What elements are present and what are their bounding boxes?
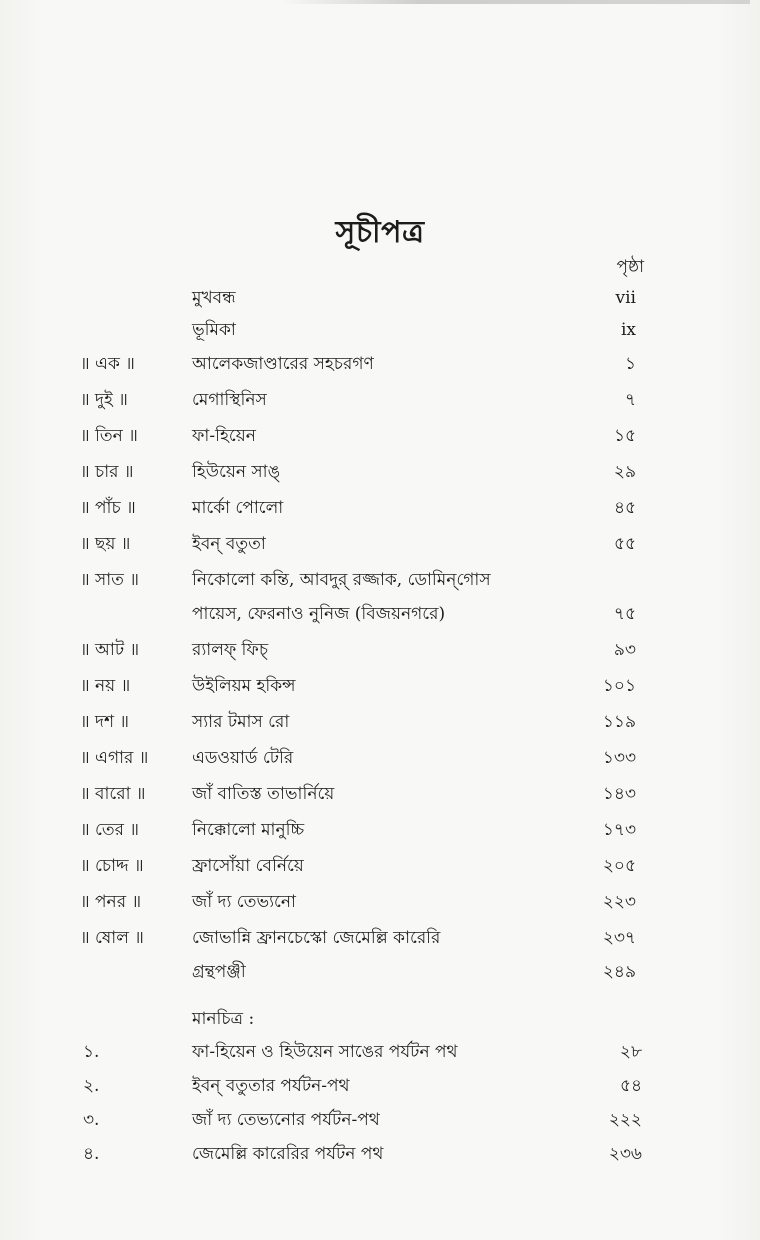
page-top-edge xyxy=(280,0,750,4)
toc-row xyxy=(0,886,760,918)
toc-row xyxy=(0,742,760,774)
entry-title: জোভান্নি ফ্রানচেস্কো জেমেল্লি কারেরি xyxy=(192,928,441,948)
entry-page: ২০৫ xyxy=(602,856,636,876)
chapter-number: ॥ তিন ॥ xyxy=(80,426,138,446)
map-page: ২৮ xyxy=(619,1042,642,1062)
entry-page: ৭৫ xyxy=(613,604,636,624)
entry-title: হিউয়েন সাঙ্ xyxy=(192,462,281,482)
toc-row xyxy=(0,670,760,702)
chapter-number: ॥ ছয় ॥ xyxy=(80,534,131,554)
entry-title: নিকোলো কন্তি, আবদুর্ রজ্জাক, ডোমিন্‌গোস xyxy=(192,570,491,590)
entry-page: ২৯ xyxy=(613,462,636,482)
maps-heading: মানচিত্র : xyxy=(192,1009,255,1029)
map-title: জেমেল্লি কারেরির পর্যটন পথ xyxy=(192,1144,384,1164)
toc-row xyxy=(0,850,760,882)
toc-row-continuation xyxy=(0,598,760,630)
entry-title: মেগাস্থিনিস xyxy=(192,390,267,410)
toc-row xyxy=(0,922,760,954)
map-number: ১. xyxy=(83,1042,100,1062)
chapter-number: ॥ দশ ॥ xyxy=(80,712,130,732)
toc-row xyxy=(0,420,760,452)
entry-title: মার্কো পোলো xyxy=(192,498,284,518)
entry-page: ৭ xyxy=(624,390,636,410)
toc-row xyxy=(0,528,760,560)
entry-page: ১৭৩ xyxy=(602,820,636,840)
entry-title: পায়েস, ফেরনাও নুনিজ (বিজয়নগরে) xyxy=(192,604,446,624)
chapter-number: ॥ সাত ॥ xyxy=(80,570,139,590)
toc-row xyxy=(0,706,760,738)
entry-title: নিক্কোলো মানুচ্চি xyxy=(192,820,305,840)
chapter-number: ॥ পাঁচ ॥ xyxy=(80,498,136,518)
entry-title: উইলিয়ম হকিন্স xyxy=(192,676,296,696)
map-page: ২৩৬ xyxy=(608,1144,642,1164)
toc-row xyxy=(0,492,760,524)
entry-page: ৫৫ xyxy=(613,534,636,554)
toc-row xyxy=(0,778,760,810)
entry-title: মুখবন্ধ xyxy=(192,288,236,308)
map-page: ২২২ xyxy=(608,1110,642,1130)
map-number: ৩. xyxy=(83,1110,100,1130)
entry-page: ৯৩ xyxy=(613,640,636,660)
toc-row xyxy=(0,634,760,666)
map-number: ৪. xyxy=(83,1144,100,1164)
toc-row xyxy=(0,282,760,314)
chapter-number: ॥ ষোল ॥ xyxy=(80,928,144,948)
toc-row xyxy=(0,348,760,380)
chapter-number: ॥ এগার ॥ xyxy=(80,748,149,768)
chapter-number: ॥ আট ॥ xyxy=(80,640,140,660)
entry-page: ১০১ xyxy=(602,676,636,696)
entry-page: ৪৫ xyxy=(613,498,636,518)
entry-title: জাঁ বাতিস্ত তাভার্নিয়ে xyxy=(192,784,335,804)
chapter-number: ॥ চার ॥ xyxy=(80,462,134,482)
entry-page: ২৪৯ xyxy=(602,962,636,982)
entry-title: ফ্রাসোঁয়া বের্নিয়ে xyxy=(192,856,304,876)
entry-page: ১ xyxy=(624,354,636,374)
entry-title: র‍্যালফ্ ফিচ্ xyxy=(192,640,269,660)
entry-title: স্যার টমাস রো xyxy=(192,712,290,732)
map-row xyxy=(0,1070,760,1102)
entry-title: এডওয়ার্ড টেরি xyxy=(192,748,294,768)
chapter-number: ॥ তের ॥ xyxy=(80,820,140,840)
entry-title: জাঁ দ্য তেভ্যনো xyxy=(192,892,296,912)
map-page: ৫৪ xyxy=(619,1076,642,1096)
map-row xyxy=(0,1138,760,1170)
page-column-label: পৃষ্ঠা xyxy=(616,257,644,277)
map-row xyxy=(0,1104,760,1136)
toc-row xyxy=(0,456,760,488)
entry-page: ২৩৭ xyxy=(602,928,636,948)
entry-title: গ্রন্থপঞ্জী xyxy=(192,962,246,982)
toc-row xyxy=(0,384,760,416)
map-title: জাঁ দ্য তেভ্যনোর পর্যটন-পথ xyxy=(192,1110,380,1130)
entry-page: ১৪৩ xyxy=(602,784,636,804)
entry-page: ১১৯ xyxy=(602,712,636,732)
map-title: ফা-হিয়েন ও হিউয়েন সাঙের পর্যটন পথ xyxy=(192,1042,458,1062)
entry-title: ফা-হিয়েন xyxy=(192,426,256,446)
entry-title: আলেকজাণ্ডারের সহচরগণ xyxy=(192,354,374,374)
chapter-number: ॥ চোদ্দ ॥ xyxy=(80,856,144,876)
entry-title: ভূমিকা xyxy=(192,320,236,340)
toc-row xyxy=(0,314,760,346)
entry-page: vii xyxy=(615,288,636,308)
entry-page: ১৩৩ xyxy=(602,748,636,768)
toc-row xyxy=(0,564,760,596)
chapter-number: ॥ এক ॥ xyxy=(80,354,135,374)
page-title: সূচীপত্র xyxy=(335,215,425,250)
chapter-number: ॥ নয় ॥ xyxy=(80,676,131,696)
entry-title: ইবন্ বতুতা xyxy=(192,534,266,554)
entry-page: ২২৩ xyxy=(602,892,636,912)
entry-page: ১৫ xyxy=(613,426,636,446)
entry-page: ix xyxy=(620,320,636,340)
toc-row xyxy=(0,814,760,846)
toc-row xyxy=(0,956,760,988)
map-number: ২. xyxy=(83,1076,100,1096)
chapter-number: ॥ পনর ॥ xyxy=(80,892,142,912)
map-row xyxy=(0,1036,760,1068)
chapter-number: ॥ বারো ॥ xyxy=(80,784,146,804)
map-title: ইবন্ বতুতার পর্যটন-পথ xyxy=(192,1076,350,1096)
chapter-number: ॥ দুই ॥ xyxy=(80,390,128,410)
